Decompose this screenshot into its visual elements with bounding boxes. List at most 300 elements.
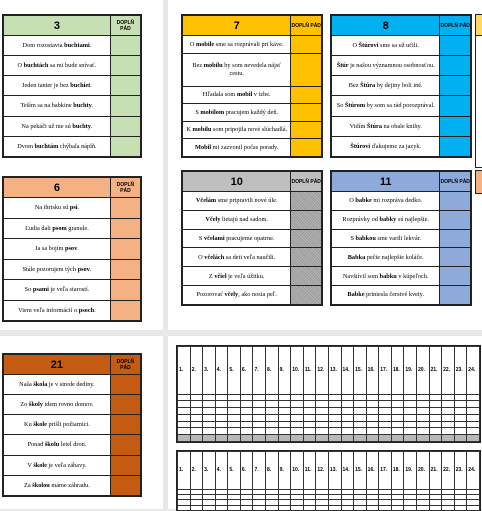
grid-cell[interactable] <box>429 401 442 408</box>
grid-cell[interactable] <box>442 505 455 510</box>
grid-cell[interactable] <box>391 421 404 428</box>
highlighted-word: Včelám <box>195 197 217 205</box>
answer-cell[interactable] <box>440 229 471 248</box>
grid-cell[interactable] <box>303 421 316 428</box>
grid-cell[interactable] <box>316 421 329 428</box>
grid-cell[interactable] <box>328 421 341 428</box>
grid-cell[interactable] <box>328 428 341 435</box>
sentence-row <box>4 218 141 239</box>
grid-cell[interactable] <box>429 394 442 401</box>
grid-cell[interactable] <box>215 428 228 435</box>
grid-column-header: 12. <box>316 347 329 395</box>
grid-cell[interactable] <box>366 428 379 435</box>
grid-cell[interactable] <box>416 394 429 401</box>
grid-cell[interactable] <box>366 408 379 415</box>
grid-cell[interactable] <box>278 428 291 435</box>
answer-cell[interactable] <box>110 218 140 239</box>
highlighted-word: mobilu <box>203 62 223 70</box>
grid-cell[interactable] <box>303 435 316 442</box>
grid-cell[interactable] <box>416 408 429 415</box>
answer-cell[interactable] <box>110 76 140 96</box>
grid-cell[interactable] <box>467 408 480 415</box>
answer-cell[interactable] <box>440 286 471 305</box>
grid-cell[interactable] <box>429 435 442 442</box>
sentence-row <box>4 76 141 96</box>
grid-cell[interactable] <box>404 394 417 401</box>
sentence-row <box>332 286 471 305</box>
sentence-row <box>4 375 141 395</box>
highlighted-word: Včely <box>205 216 221 224</box>
grid-column-header: 19. <box>404 347 417 395</box>
grid-cell[interactable] <box>454 428 467 435</box>
grid-cell[interactable] <box>442 414 455 421</box>
grid-column-header: 14. <box>341 452 354 490</box>
answer-cell[interactable] <box>110 280 140 301</box>
grid-cell[interactable] <box>253 408 266 415</box>
grid-cell[interactable] <box>429 421 442 428</box>
grid-cell[interactable] <box>303 394 316 401</box>
highlighted-word: buchiet <box>70 82 91 90</box>
answer-cell[interactable] <box>110 36 140 56</box>
grid-cell[interactable] <box>341 401 354 408</box>
highlighted-word: včely <box>224 291 239 299</box>
grid-cell[interactable] <box>253 505 266 510</box>
grid-cell[interactable] <box>354 421 367 428</box>
grid-cell[interactable] <box>379 435 392 442</box>
grid-cell[interactable] <box>266 435 279 442</box>
grid-cell[interactable] <box>379 408 392 415</box>
answer-cell[interactable] <box>110 375 140 395</box>
grid-cell[interactable] <box>228 421 241 428</box>
answer-cell[interactable] <box>110 136 140 156</box>
answer-cell[interactable] <box>110 415 140 435</box>
grid-cell[interactable] <box>341 421 354 428</box>
answer-cell[interactable] <box>291 248 322 267</box>
grid-cell[interactable] <box>391 401 404 408</box>
grid-cell[interactable] <box>416 414 429 421</box>
grid-cell[interactable] <box>416 505 429 510</box>
grid-cell[interactable] <box>316 428 329 435</box>
grid-cell[interactable] <box>215 408 228 415</box>
grid-cell[interactable] <box>266 401 279 408</box>
grid-cell[interactable] <box>278 435 291 442</box>
grid-column-header: 8. <box>266 452 279 490</box>
grid-cell[interactable] <box>215 401 228 408</box>
fill-case-header: DOPLŇ PÁD <box>291 16 322 36</box>
highlighted-word: školu <box>44 441 60 449</box>
grid-cell[interactable] <box>278 394 291 401</box>
answer-cell[interactable] <box>110 300 140 321</box>
sentence-text: Ja sa bojím psov. <box>4 239 111 260</box>
grid-cell[interactable] <box>240 408 253 415</box>
sentence-row <box>4 96 141 116</box>
highlighted-word: včelách <box>204 253 225 261</box>
answer-cell[interactable] <box>291 229 322 248</box>
answer-cell[interactable] <box>440 248 471 267</box>
sentence-row <box>183 121 322 139</box>
grid-cell[interactable] <box>354 505 367 510</box>
grid-cell[interactable] <box>454 401 467 408</box>
answer-cell[interactable] <box>291 53 322 86</box>
sentence-text: Vidím Štúra na obale knihy. <box>332 116 440 136</box>
answer-cell[interactable] <box>440 267 471 286</box>
grid-cell[interactable] <box>442 401 455 408</box>
grid-cell[interactable] <box>404 505 417 510</box>
grid-cell[interactable] <box>442 394 455 401</box>
grid-cell[interactable] <box>203 414 216 421</box>
grid-cell[interactable] <box>178 401 191 408</box>
answer-cell[interactable] <box>440 210 471 229</box>
grid-cell[interactable] <box>416 421 429 428</box>
highlighted-word: mobilu <box>192 126 212 134</box>
grid-cell[interactable] <box>328 414 341 421</box>
grid-cell[interactable] <box>391 394 404 401</box>
grid-column-header: 24. <box>467 452 480 490</box>
grid-cell[interactable] <box>328 505 341 510</box>
grid-cell[interactable] <box>467 435 480 442</box>
grid-cell[interactable] <box>203 401 216 408</box>
answer-cell[interactable] <box>440 56 471 76</box>
grid-cell[interactable] <box>240 414 253 421</box>
answer-cell[interactable] <box>110 96 140 116</box>
answer-cell[interactable] <box>291 139 322 157</box>
sentence-row <box>332 210 471 229</box>
sentence-text: Bez Štúra by dejiny boli iné. <box>332 76 440 96</box>
grid-cell[interactable] <box>203 394 216 401</box>
answer-cell[interactable] <box>110 435 140 455</box>
grid-cell[interactable] <box>228 428 241 435</box>
answer-cell[interactable] <box>440 136 471 156</box>
answer-cell[interactable] <box>110 259 140 280</box>
grid-cell[interactable] <box>178 428 191 435</box>
grid-cell[interactable] <box>240 401 253 408</box>
grid-cell[interactable] <box>278 505 291 510</box>
grid-cell[interactable] <box>366 414 379 421</box>
answer-cell[interactable] <box>110 475 140 495</box>
sentence-row <box>183 36 322 54</box>
grid-cell[interactable] <box>291 505 304 510</box>
grid-cell[interactable] <box>240 421 253 428</box>
grid-cell[interactable] <box>354 428 367 435</box>
grid-cell[interactable] <box>228 505 241 510</box>
grid-cell[interactable] <box>454 408 467 415</box>
grid-column-header: 8. <box>266 347 279 395</box>
grid-cell[interactable] <box>379 428 392 435</box>
grid-cell[interactable] <box>190 401 203 408</box>
grid-cell[interactable] <box>316 394 329 401</box>
answer-cell[interactable] <box>291 192 322 211</box>
answer-cell[interactable] <box>291 104 322 122</box>
grid-cell[interactable] <box>379 401 392 408</box>
sentence-row <box>4 136 141 156</box>
grid-cell[interactable] <box>316 505 329 510</box>
grid-cell[interactable] <box>291 421 304 428</box>
grid-cell[interactable] <box>228 435 241 442</box>
grid-cell[interactable] <box>341 394 354 401</box>
highlighted-word: mobil <box>236 91 253 99</box>
grid-cell[interactable] <box>253 428 266 435</box>
grid-cell[interactable] <box>467 505 480 510</box>
grid-cell[interactable] <box>240 394 253 401</box>
answer-cell[interactable] <box>110 239 140 260</box>
grid-cell[interactable] <box>391 428 404 435</box>
grid-column-header: 16. <box>366 452 379 490</box>
grid-cell[interactable] <box>291 414 304 421</box>
grid-cell[interactable] <box>316 408 329 415</box>
grid-cell[interactable] <box>190 394 203 401</box>
grid-column-header: 15. <box>354 347 367 395</box>
grid-cell[interactable] <box>429 414 442 421</box>
sentence-text: K mobilu som pripojila nové slúchadlá. <box>183 121 291 139</box>
grid-cell[interactable] <box>215 414 228 421</box>
grid-cell[interactable] <box>278 401 291 408</box>
grid-column-header: 20. <box>416 452 429 490</box>
grid-cell[interactable] <box>454 394 467 401</box>
answer-cell[interactable] <box>110 395 140 415</box>
sentence-text: Ponad školu letel dron. <box>4 435 111 455</box>
grid-cell[interactable] <box>266 394 279 401</box>
sentence-row <box>332 56 471 76</box>
grid-cell[interactable] <box>303 401 316 408</box>
answer-cell[interactable] <box>110 56 140 76</box>
highlighted-word: škole <box>33 461 47 469</box>
grid-cell[interactable] <box>190 428 203 435</box>
grid-cell[interactable] <box>442 408 455 415</box>
highlighted-word: mobilom <box>200 108 225 116</box>
grid-cell[interactable] <box>379 421 392 428</box>
grid-column-header: 23. <box>454 452 467 490</box>
grid-cell[interactable] <box>467 428 480 435</box>
grid-cell[interactable] <box>328 394 341 401</box>
answer-cell[interactable] <box>110 198 140 219</box>
grid-cell[interactable] <box>328 408 341 415</box>
grid-cell[interactable] <box>341 435 354 442</box>
grid-column-header: 12. <box>316 452 329 490</box>
sentence-text: Ku škole prišli požiarnici. <box>4 415 111 435</box>
grid-cell[interactable] <box>215 505 228 510</box>
grid-cell[interactable] <box>215 435 228 442</box>
sentence-text: Zo školy idem rovno domov. <box>4 395 111 415</box>
grid-cell[interactable] <box>454 414 467 421</box>
grid-cell[interactable] <box>404 401 417 408</box>
grid-cell[interactable] <box>354 435 367 442</box>
grid-column-header: 19. <box>404 452 417 490</box>
sentence-row <box>183 192 322 211</box>
grid-cell[interactable] <box>416 428 429 435</box>
sentence-row <box>4 395 141 415</box>
grid-cell[interactable] <box>316 401 329 408</box>
grid-cell[interactable] <box>328 401 341 408</box>
grid-column-header: 5. <box>228 452 241 490</box>
grid-cell[interactable] <box>467 401 480 408</box>
grid-cell[interactable] <box>266 505 279 510</box>
grid-cell[interactable] <box>391 408 404 415</box>
grid-cell[interactable] <box>391 414 404 421</box>
sentence-text: Rozprávky od babky sú najlepšie. <box>332 210 440 229</box>
answer-cell[interactable] <box>440 192 471 211</box>
grid-cell[interactable] <box>203 435 216 442</box>
sentence-text: Z včiel je veľa úžitku. <box>183 267 291 286</box>
grid-cell[interactable] <box>203 421 216 428</box>
grid-cell[interactable] <box>190 414 203 421</box>
answer-cell[interactable] <box>291 121 322 139</box>
grid-cell[interactable] <box>228 401 241 408</box>
grid-cell[interactable] <box>278 408 291 415</box>
grid-cell[interactable] <box>190 421 203 428</box>
grid-cell[interactable] <box>316 435 329 442</box>
answer-cell[interactable] <box>440 116 471 136</box>
grid-cell[interactable] <box>467 414 480 421</box>
sentence-text: O mobile sme sa rozprávali pri káve. <box>183 36 291 54</box>
grid-cell[interactable] <box>454 435 467 442</box>
grid-cell[interactable] <box>341 428 354 435</box>
grid-cell[interactable] <box>190 505 203 510</box>
highlighted-word: buchty <box>72 122 91 130</box>
grid-cell[interactable] <box>404 408 417 415</box>
fill-case-header: DOPLŇ PÁD <box>291 172 322 192</box>
grid-cell[interactable] <box>291 408 304 415</box>
grid-cell[interactable] <box>178 394 191 401</box>
grid-cell[interactable] <box>253 421 266 428</box>
grid-column-header: 23. <box>454 347 467 395</box>
grid-cell[interactable] <box>178 505 191 510</box>
grid-cell[interactable] <box>178 421 191 428</box>
grid-cell[interactable] <box>228 414 241 421</box>
grid-cell[interactable] <box>291 394 304 401</box>
grid-cell[interactable] <box>240 505 253 510</box>
grid-cell[interactable] <box>253 394 266 401</box>
grid-cell[interactable] <box>379 394 392 401</box>
grid-cell[interactable] <box>178 435 191 442</box>
grid-cell[interactable] <box>328 435 341 442</box>
grid-cell[interactable] <box>266 428 279 435</box>
grid-cell[interactable] <box>341 505 354 510</box>
grid-cell[interactable] <box>341 414 354 421</box>
grid-cell[interactable] <box>291 401 304 408</box>
grid-cell[interactable] <box>429 505 442 510</box>
grid-cell[interactable] <box>354 414 367 421</box>
answer-cell[interactable] <box>291 267 322 286</box>
grid-cell[interactable] <box>190 435 203 442</box>
grid-cell[interactable] <box>404 435 417 442</box>
grid-cell[interactable] <box>190 408 203 415</box>
grid-cell[interactable] <box>240 435 253 442</box>
grid-cell[interactable] <box>442 428 455 435</box>
grid-cell[interactable] <box>442 421 455 428</box>
answer-cell[interactable] <box>291 210 322 229</box>
grid-cell[interactable] <box>240 428 253 435</box>
grid-cell[interactable] <box>228 394 241 401</box>
grid-cell[interactable] <box>228 408 241 415</box>
grid-cell[interactable] <box>366 435 379 442</box>
grid-cell[interactable] <box>354 408 367 415</box>
sentence-text: S babkou sme varili lekvár. <box>332 229 440 248</box>
answer-cell[interactable] <box>291 286 322 305</box>
grid-cell[interactable] <box>454 421 467 428</box>
grid-cell[interactable] <box>341 408 354 415</box>
grid-cell[interactable] <box>291 435 304 442</box>
answer-cell[interactable] <box>440 36 471 56</box>
grid-column-header: 7. <box>253 452 266 490</box>
grid-cell[interactable] <box>379 505 392 510</box>
highlighted-word: Štúrovi <box>358 41 379 49</box>
grid-cell[interactable] <box>391 505 404 510</box>
grid-cell[interactable] <box>366 394 379 401</box>
grid-cell[interactable] <box>366 505 379 510</box>
grid-cell[interactable] <box>266 408 279 415</box>
grid-column-header: 9. <box>278 452 291 490</box>
answer-cell[interactable] <box>110 455 140 475</box>
grid-column-header: 17. <box>379 452 392 490</box>
grid-cell[interactable] <box>266 421 279 428</box>
grid-cell[interactable] <box>178 408 191 415</box>
grid-cell[interactable] <box>203 408 216 415</box>
answer-cell[interactable] <box>440 96 471 116</box>
grid-cell[interactable] <box>366 401 379 408</box>
sentence-row <box>332 248 471 267</box>
sentence-text: O Štúrovi sme sa už učili. <box>332 36 440 56</box>
grid-cell[interactable] <box>303 428 316 435</box>
grid-cell[interactable] <box>379 414 392 421</box>
grid-cell[interactable] <box>303 414 316 421</box>
sentence-text: Babke priniesla čerstvé kvety. <box>332 286 440 305</box>
grid-cell[interactable] <box>303 505 316 510</box>
grid-cell[interactable] <box>404 421 417 428</box>
grid-cell[interactable] <box>429 408 442 415</box>
grid-cell[interactable] <box>253 414 266 421</box>
grid-cell[interactable] <box>215 394 228 401</box>
answer-cell[interactable] <box>291 36 322 54</box>
grid-cell[interactable] <box>291 428 304 435</box>
grid-cell[interactable] <box>391 435 404 442</box>
grid-cell[interactable] <box>354 401 367 408</box>
grid-cell[interactable] <box>253 401 266 408</box>
grid-cell[interactable] <box>366 421 379 428</box>
grid-cell[interactable] <box>303 408 316 415</box>
grid-cell[interactable] <box>253 435 266 442</box>
grid-cell[interactable] <box>316 414 329 421</box>
highlighted-word: buchtám <box>34 142 59 150</box>
grid-cell[interactable] <box>429 428 442 435</box>
sentence-text: Stále pozorujem tých psov. <box>4 259 111 280</box>
grid-cell[interactable] <box>467 394 480 401</box>
grid-cell[interactable] <box>278 421 291 428</box>
highlighted-word: škola <box>33 380 48 388</box>
answer-cell[interactable] <box>110 116 140 136</box>
exercise-card-6 <box>2 176 142 322</box>
grid-cell[interactable] <box>354 394 367 401</box>
grid-cell[interactable] <box>442 435 455 442</box>
grid-cell[interactable] <box>215 421 228 428</box>
grid-cell[interactable] <box>404 428 417 435</box>
grid-cell[interactable] <box>404 414 417 421</box>
sentence-row <box>332 267 471 286</box>
highlighted-word: psov <box>64 245 78 253</box>
grid-cell[interactable] <box>454 505 467 510</box>
answer-cell[interactable] <box>291 86 322 104</box>
grid-cell[interactable] <box>416 435 429 442</box>
grid-cell[interactable] <box>467 421 480 428</box>
grid-cell[interactable] <box>178 414 191 421</box>
grid-cell[interactable] <box>416 401 429 408</box>
highlighted-word: babke <box>355 197 372 205</box>
answer-cell[interactable] <box>440 76 471 96</box>
grid-cell[interactable] <box>266 414 279 421</box>
grid-cell[interactable] <box>203 505 216 510</box>
grid-cell[interactable] <box>203 428 216 435</box>
grid-cell[interactable] <box>278 414 291 421</box>
exercise-card-8 <box>330 14 472 158</box>
